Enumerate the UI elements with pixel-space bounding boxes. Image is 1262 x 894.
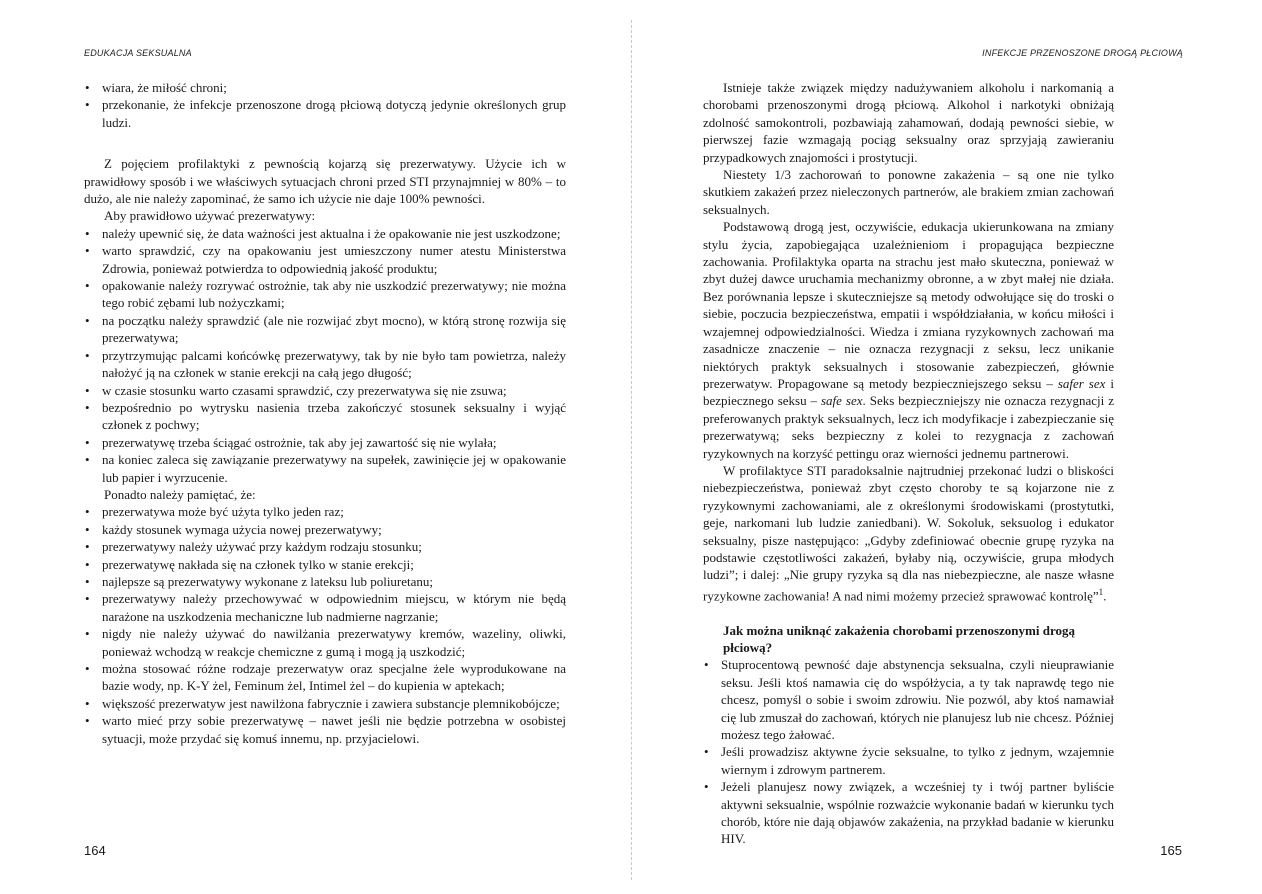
bullet-icon: • — [704, 779, 709, 795]
list-item: • większość prezerwatyw jest nawilżona fabrycznie i zawiera substancje plemnikobójcze; — [85, 695, 560, 711]
condom-facts-list — [84, 503, 566, 747]
list-item: • opakowanie należy rozrywać ostrożnie, tak aby nie uszkodzić prezerwatywy; nie można tego robić zębami lub nożyczkami; — [85, 278, 566, 311]
bullet-icon: • — [704, 657, 709, 673]
list-item: • w czasie stosunku warto czasami sprawdzić, czy prezerwatywa się nie zsuwa; — [85, 382, 507, 398]
bullet-icon: • — [85, 80, 90, 95]
bullet-icon: • — [85, 539, 90, 555]
paragraph-education: Podstawową drogą jest, oczywiście, edukacja ukierunkowana na zmiany stylu życia, zapobiegająca uzależnieniom i propagująca bezpieczne zachowania. Profilaktyka oparta na strachu jest mało skuteczna, ponieważ w zbyt dużej dawce uruchamia mechanizmy obronne, a w zbyt małej nie działa. Bez porównania lepsze i skuteczniejsze są metody odwołujące się do troski o siebie, poczucia bezpieczeństwa, empatii i współdziałania, w końcu miłości i wzajemnej odpowiedzialności. Wiedza i zmiana ryzykownych zachowań ma zasadnicze znaczenie – nie oznacza rezygnacji z seksu, lecz unikanie niektórych praktyk seksualnych i stosowanie zabezpieczeń, głównie prezerwatyw. Propagowane są metody bezpieczniejszego seksu – safer sex i bezpiecznego seksu – safe sex. Seks bezpieczniejszy nie oznacza rezygnacji z preferowanych praktyk seksualnych, lecz ich modyfikacje i zabezpieczanie się prezerwatywą; seks bezpieczny z kolei to rezygnacja z zachowań ryzykownych na korzyść pettingu oraz wierności jednemu partnerowi. — [703, 219, 1114, 461]
bullet-icon: • — [85, 399, 90, 415]
paragraph-prophylaxis: Z pojęciem profilaktyki z pewnością kojarzą się prezerwatywy. Użycie ich w prawidłowy sposób i we właściwych sytuacjach chroni przed STI przynajmniej w 80% – to dużo, ale nie należy zapominać, że samo ich użycie nie daje 100% pewności. — [84, 156, 566, 207]
paragraph-reinfection: Niestety 1/3 zachorowań to ponowne zakażenia – są one nie tylko skutkiem zakażeń przez nieleczonych partnerów, ale brakiem zmian zachowań seksualnych. — [703, 167, 1114, 217]
paragraph-alcohol: Istnieje także związek między nadużywaniem alkoholu i narkomanią a chorobami przenoszonymi drogą płciową. Alkohol i narkotyki obniżają zdolność samokontroli, pozbawiają zahamowań, dodają pewności siebie, w pierwszej fazie wzmagają pociąg seksualny oraz sprzyjają zawieraniu przypadkowych znajomości i prostytucji. — [703, 80, 1114, 165]
list-item: • bezpośrednio po wytrysku nasienia trzeba zakończyć stosunek seksualny i wyjąć członek z pochwy; — [85, 399, 566, 433]
right-page-body — [703, 79, 1114, 848]
list-item: • Jeżeli planujesz nowy związek, a wcześniej ty i twój partner byliście aktywni seksualnie, wspólnie rozważcie wykonanie badań w kierunku tych chorób, które nie dają objawów zakażenia, na przykład badanie w kierunku HIV. — [704, 779, 1114, 847]
bullet-icon: • — [85, 591, 90, 607]
bullet-icon: • — [85, 661, 90, 676]
list-item: • Stuprocentową pewność daje abstynencja seksualna, czyli nieuprawianie seksu. Jeśli ktoś namawia cię do współżycia, a ty tak naprawdę tego nie chcesz, pomyśl o sobie i swoim zdrowiu. Nie pozwól, aby ktoś namawiał cię lub zmuszał do zachowań, których nie planujesz lub nie chcesz. Później możesz tego żałować. — [704, 657, 1114, 742]
list-item: • na koniec zaleca się zawiązanie prezerwatywy na supełek, zawinięcie jej w opakowanie lub papier i wyrzucenie. — [85, 452, 566, 485]
bullet-icon: • — [85, 626, 90, 642]
list-item: • prezerwatywę nakłada się na członek tylko w stanie erekcji; — [85, 556, 414, 572]
bullet-icon: • — [85, 556, 90, 572]
list-item: • przekonanie, że infekcje przenoszone drogą płciową dotyczą jedynie określonych grup ludzi. — [85, 97, 566, 130]
list-item: • na początku należy sprawdzić (ale nie rozwijać zbyt mocno), w którą stronę rozwija się prezerwatywa; — [85, 312, 566, 346]
bullet-icon: • — [85, 278, 90, 294]
bullet-icon: • — [85, 452, 90, 468]
paragraph-usage-intro: Aby prawidłowo używać prezerwatywy: — [104, 208, 316, 224]
term-safe-sex: safe sex — [821, 393, 863, 409]
list-item: • warto mieć przy sobie prezerwatywę – nawet jeśli nie będzie potrzebna w osobistej sytuacji, może przydać się komuś innemu, np. przyjacielowi. — [85, 713, 566, 746]
bullet-icon: • — [85, 504, 90, 520]
condom-usage-list — [84, 225, 566, 486]
list-item: • wiara, że miłość chroni; — [85, 80, 227, 95]
right-page — [631, 0, 1262, 894]
list-item: • należy upewnić się, że data ważności jest aktualna i że opakowanie nie jest uszkodzone; — [85, 225, 561, 241]
running-header-left: EDUKACJA SEKSUALNA — [84, 48, 192, 58]
list-item: • najlepsze są prezerwatywy wykonane z lateksu lub poliuretanu; — [85, 573, 434, 589]
running-header-right: INFEKCJE PRZENOSZONE DROGĄ PŁCIOWĄ — [982, 48, 1183, 58]
bullet-icon: • — [85, 695, 90, 711]
paragraph-additional-intro: Ponadto należy pamiętać, że: — [104, 486, 256, 502]
bullet-icon: • — [704, 744, 709, 760]
list-item: • nigdy nie należy używać do nawilżania prezerwatywy kremów, wazeliny, oliwki, ponieważ wchodzą w reakcje chemiczne z gumą i mogą ją uszkodzić; — [85, 626, 566, 659]
list-item: • prezerwatywy należy używać przy każdym rodzaju stosunku; — [85, 539, 422, 555]
prevention-list — [703, 656, 1114, 847]
bullet-icon: • — [85, 573, 90, 589]
list-item: • prezerwatywę trzeba ściągać ostrożnie, tak aby jej zawartość się nie wylała; — [85, 434, 497, 450]
left-page-body — [84, 79, 566, 747]
section-heading: Jak można uniknąć zakażenia chorobami przenoszonymi drogą płciową? — [723, 622, 1075, 655]
list-item: • prezerwatywy należy przechowywać w odpowiednim miejscu, w którym nie będą narażone na uszkodzenia mechaniczne lub nadmierne nagrzanie; — [85, 591, 566, 624]
bullet-icon: • — [85, 97, 90, 113]
bullet-icon: • — [85, 434, 90, 450]
list-item: • przytrzymując palcami końcówkę prezerwatywy, tak by nie było tam powietrza, należy nałożyć ją na członek w stanie erekcji na całą jego długość; — [85, 347, 566, 381]
list-item: • można stosować różne rodzaje prezerwatyw oraz specjalne żele wyprodukowane na bazie wody, np. K-Y żel, Feminum żel, Intimel żel – do kupienia w aptekach; — [85, 661, 566, 694]
page-number-left: 164 — [84, 843, 106, 858]
bullet-icon: • — [85, 225, 90, 241]
bullet-icon: • — [85, 713, 90, 729]
list-item: • Jeśli prowadzisz aktywne życie seksualne, to tylko z jednym, wzajemnie wiernym i zdrowym partnerem. — [704, 744, 1114, 777]
bullet-icon: • — [85, 312, 90, 328]
term-safer-sex: safer sex — [1057, 375, 1106, 391]
footnote-marker: 1 — [1098, 586, 1104, 597]
list-item: • warto sprawdzić, czy na opakowaniu jest umieszczony numer atestu Ministerstwa Zdrowia, ponieważ potwierdza to odpowiednią jakość produktu; — [85, 243, 566, 276]
list-item: • każdy stosunek wymaga użycia nowej prezerwatywy; — [85, 521, 382, 537]
list-item: • prezerwatywa może być użyta tylko jeden raz; — [85, 504, 344, 520]
bullet-icon: • — [85, 521, 90, 537]
paragraph-paradox: W profilaktyce STI paradoksalnie najtrudniej przekonać ludzi o bliskości niebezpieczeństwa, ponieważ zbyt często choroby te są kojarzone nie z ryzykownymi zachowaniami, ale z określonymi środowiskami (prostytutki, geje, narkomani lub ludzie zaniedbani). W. Sokoluk, seksuolog i edukator seksualny, pisze następująco: „Gdyby zdefiniować obecnie grupę ryzyka na podstawie częstotliwości zakażeń, byłaby nią, oczywiście, grupa młodych ludzi”; i dalej: „Nie grupy ryzyka są dla nas niebezpieczne, ale nasze własne ryzykowne zachowania! A nad nimi możemy przecież sprawować kontrolę”$^1$. — [703, 462, 1114, 604]
risk-beliefs-list — [84, 79, 566, 131]
bullet-icon: • — [85, 243, 90, 259]
bullet-icon: • — [85, 382, 90, 398]
bullet-icon: • — [85, 347, 90, 363]
page-number-right: 165 — [1160, 843, 1182, 858]
